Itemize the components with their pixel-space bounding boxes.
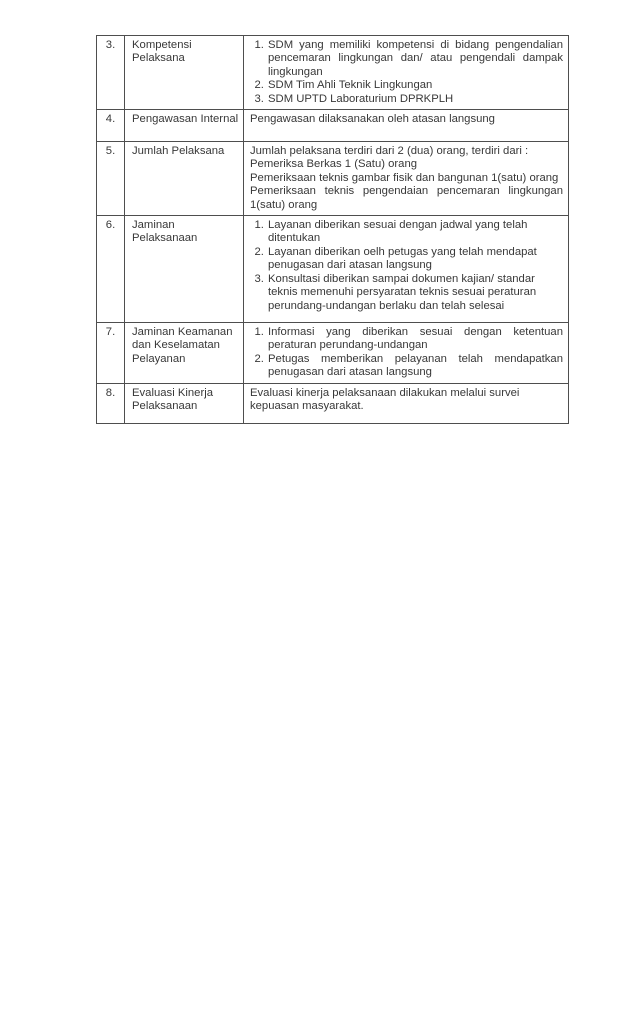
row-number-cell: 3.	[97, 36, 125, 110]
table-row	[97, 323, 569, 384]
content-list-item: 3. SDM UPTD Laboraturium DPRKPLH	[267, 93, 563, 106]
row-content-cell	[244, 383, 569, 423]
row-content-cell	[244, 142, 569, 216]
content-list-item: 2. Layanan diberikan oelh petugas yang telah mendapat penugasan dari atasan langsung	[267, 246, 563, 273]
content-ordered-list	[250, 326, 563, 380]
row-label-cell: Jaminan Pelaksanaan	[125, 216, 244, 323]
content-ordered-list	[250, 219, 563, 313]
row-number-cell: 8.	[97, 383, 125, 423]
row-label-cell: Jaminan Keamanan dan Keselamatan Pelayanan	[125, 323, 244, 384]
row-number-cell: 5.	[97, 142, 125, 216]
content-list-item: 3. Konsultasi diberikan sampai dokumen kajian/ standar teknis memenuhi persyaratan teknis sesuai peraturan perundang-undangan berlaku dan telah selesai	[267, 273, 563, 313]
content-paragraph: Pemeriksaan teknis gambar fisik dan bangunan 1(satu) orang	[250, 171, 559, 184]
table-row	[97, 216, 569, 323]
content-paragraph: Pemeriksa Berkas 1 (Satu) orang	[250, 158, 418, 171]
table-row	[97, 36, 569, 110]
content-paragraph: Jumlah pelaksana terdiri dari 2 (dua) orang, terdiri dari :	[250, 145, 529, 158]
content-list-item: 2. Petugas memberikan pelayanan telah mendapatkan penugasan dari atasan langsung	[267, 353, 563, 380]
row-content-cell	[244, 323, 569, 384]
row-number-cell: 4.	[97, 110, 125, 142]
content-ordered-list	[250, 39, 563, 106]
service-standards-table	[96, 35, 569, 424]
row-label-cell: Jumlah Pelaksana	[125, 142, 244, 216]
row-number-cell: 7.	[97, 323, 125, 384]
row-label-cell: Kompetensi Pelaksana	[125, 36, 244, 110]
row-content-cell	[244, 216, 569, 323]
table-row	[97, 383, 569, 423]
table-row	[97, 142, 569, 216]
content-paragraph: Pemeriksaan teknis pengendaian pencemaran lingkungan 1(satu) orang	[250, 185, 563, 211]
content-paragraph: Evaluasi kinerja pelaksanaan dilakukan melalui survei kepuasan masyarakat.	[250, 386, 520, 413]
content-list-item: 1. Layanan diberikan sesuai dengan jadwal yang telah ditentukan	[267, 219, 563, 246]
content-list-item: 2. SDM Tim Ahli Teknik Lingkungan	[267, 79, 563, 92]
row-label-cell: Evaluasi Kinerja Pelaksanaan	[125, 383, 244, 423]
content-list-item: 1. SDM yang memiliki kompetensi di bidang pengendalian pencemaran lingkungan dan/ atau pengendali dampak lingkungan	[267, 39, 563, 79]
row-content-cell	[244, 110, 569, 142]
content-list-item: 1. Informasi yang diberikan sesuai dengan ketentuan peraturan perundang-undangan	[267, 326, 563, 353]
content-paragraph: Pengawasan dilaksanakan oleh atasan langsung	[250, 113, 495, 126]
table-row	[97, 110, 569, 142]
row-content-cell	[244, 36, 569, 110]
row-label-cell: Pengawasan Internal	[125, 110, 244, 142]
row-number-cell: 6.	[97, 216, 125, 323]
